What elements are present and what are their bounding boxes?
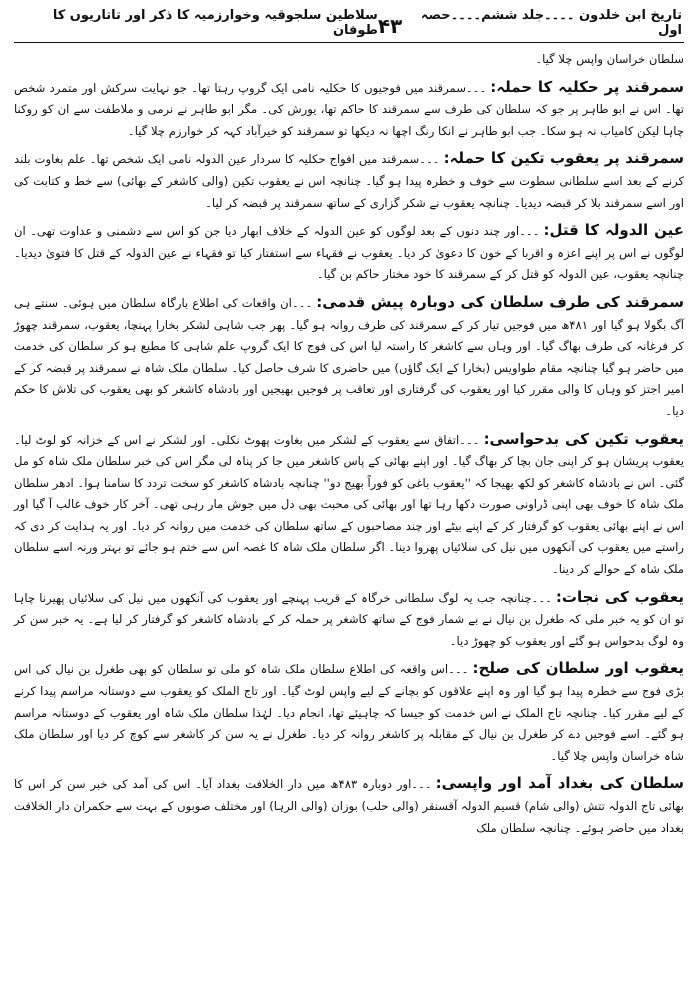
paragraph-text: ۔۔۔چنانچہ جب یہ لوگ سلطانی خرگاہ کے قریب پہنچے اور یعقوب کی آنکھوں میں نیل کی سلائیاں پھیرنا چاہا تو ان کو یہ خبر ملی کہ طغرل بن نیال نے بے شمار فوج کے ساتھ کاشغر پر حملہ کر کے بادشاہ کاشغر کو گرفتار کر لیا ہے۔ یہ خبر سن کر وہ لوگ بدحواس ہو گئے اور یعقوب کو چھوڑ دیا۔ xyxy=(14,590,684,648)
section-heading: سمرقند کی طرف سلطان کی دوبارہ پیش قدمی: xyxy=(316,292,684,311)
section-heading: یعقوب اور سلطان کی صلح: xyxy=(472,659,684,678)
section-heading: سمرقند پر یعقوب تکین کا حملہ: xyxy=(443,149,684,168)
page-header xyxy=(14,8,684,43)
paragraph-text: ۔۔۔اور چند دنوں کے بعد لوگوں کو عین الدولہ کے خلاف ابھار دیا جن کو اس سے دشمنی و عداوت تھی۔ ان لوگوں نے اس پر اپنے اعزہ و اقربا کے خون کا دعویٰ کر دیا۔ یعقوب نے فقہاء سے استفتار کیا تو فقہاء نے عین الدولہ کے قتل کا فتویٰ دیدیا۔ چنانچہ یعقوب، عین الدولہ کو قتل کر کے سمرقند کا خود مختار حاکم بن گیا۔ xyxy=(14,224,684,282)
paragraph-text: ۔۔۔اس واقعہ کی اطلاع سلطان ملک شاہ کو ملی تو سلطان کو بھی طغرل بن نیال کی اس بڑی فوج سے خطرہ پیدا ہو گیا اور وہ اپنے علاقوں کو بچانے کے لیے واپس لوٹ گیا۔ اور تاج الملک کو یعقوب سے دوستانہ مراسم پیدا کرنے کے لیے مقرر کیا۔ چنانچہ تاج الملک نے اس خدمت کو جیسا کہ چاہیئے تھا، انجام دیا۔ لہٰذا سلطان ملک شاہ اور یعقوب کے دوستانہ مراسم ہو گئے۔ اسے فوجیں دے کر طغرل بن نیال کے مقابلہ پر کاشغر روانہ کر دیا۔ طغرل نے یہ سن کر کاشغر سے کوچ کر دیا اور سلطان ملک شاہ خراسان واپس چلا گیا۔ xyxy=(14,662,684,763)
paragraph xyxy=(14,77,684,143)
paragraph-text: ۔۔۔اور دوبارہ ۴۸۳ھ میں دار الخلافت بغداد آیا۔ اس کی آمد کی خبر سن کر اس کا بھائی تاج الدولہ تتش (والی شام) قسیم الدولہ آقسنقر (والی حلب) بوزان (والی الرہا) اور مختلف صوبوں کے بہت سے حکمران دار الخلافت بغداد میں حاضر ہوئے۔ چنانچہ سلطان ملک xyxy=(14,777,684,835)
paragraph xyxy=(14,49,684,71)
chapter-title: سلاطین سلجوقیہ وخوارزمیہ کا ذکر اور تاتاریوں کا طوفان xyxy=(52,8,378,38)
section-heading: یعقوب تکین کی بدحواسی: xyxy=(483,429,684,448)
paragraph xyxy=(14,429,684,581)
section-heading: عین الدولہ کا قتل: xyxy=(543,221,684,240)
page-number: ۴۳ xyxy=(377,14,403,38)
paragraph-text: ۔۔۔سمرقند میں افواج حکلیہ کا سردار عین الدولہ نامی ایک شخص تھا۔ علم بغاوت بلند کرنے کے بعد اسے سلطانی سطوت سے خوف و خطرہ پیدا ہو گیا۔ چنانچہ اس نے یعقوب تکین (والی کاشغر کے بھائی) سے خط و کتابت کی اور اسے سمرقند بلا کر قبضہ دیدیا۔ چنانچہ یعقوب نے شکر گزاری کے ساتھ سمرقند پر قبضہ کر لیا۔ xyxy=(14,152,684,210)
paragraph-text: ۔۔۔اتفاق سے یعقوب کے لشکر میں بغاوت پھوٹ نکلی۔ اور لشکر نے اس کے خزانہ کو لوٹ لیا۔ یعقوب پریشان ہو کر اپنی جان بچا کر بھاگ گیا۔ اور اپنے بھائی کے پاس کاشغر میں جا کر پناہ لی مگر اس کی خبر سلطان ملک شاہ کو مل گئی۔ اس نے بادشاہ کاشغر کو لکھ بھیجا کہ ''یعقوب باغی کو فوراً بھیج دو'' چنانچہ بادشاہ کاشغر کو سخت تردد کا سامنا ہوا۔ ادھر سلطان ملک شاہ کا خوف بھی اپنی ڈراونی صورت دکھا رہا تھا اور بھائی کی محبت بھی دل میں جوش مار رہی تھی۔ آخر کار خوف غالب آ گیا اور اس نے اپنے بھائی یعقوب کو گرفتار کر کے اپنے بیٹے اور چند مصاحبوں کے ساتھ سلطان کی خدمت میں روانہ کر دیا۔ اور یہ ہدایت کر دی کہ راستے میں یعقوب کی آنکھوں میں نیل کی سلائیاں پھروا دینا۔ اگر سلطان ملک شاہ کا غصہ اس سے ختم ہو جائے تو بہتر ورنہ اسے سلطان ملک شاہ کے حوالے کر دینا۔ xyxy=(14,432,684,577)
paragraph-text: ۔۔۔سمرقند میں فوجیوں کا حکلیہ نامی ایک گروپ رہتا تھا۔ جو نہایت سرکش اور متمرد شخص تھا۔ اس نے ابو طاہر پر جو کہ سلطان کی طرف سے سمرقند کا حاکم تھا، یورش کی۔ مگر ابو طاہر نے نرمی و ملاطفت سے ان کو روکنا چاہا لیکن کامیاب نہ ہو سکا۔ جب ابو طاہر نے انکا رنگ اچھا نہ دیکھا تو سمرقند کو خیرآباد کہہ کر خوارزم چلا گیا۔ xyxy=(14,80,684,138)
paragraph xyxy=(14,773,684,839)
section-heading: سلطان کی بغداد آمد اور واپسی: xyxy=(435,774,684,793)
section-heading: سمرقند پر حکلیہ کا حملہ: xyxy=(490,77,684,96)
paragraph-text: سلطان خراسان واپس چلا گیا۔ xyxy=(535,52,684,66)
section-heading: یعقوب کی نجات: xyxy=(555,587,684,606)
book-title: تاریخ ابن خلدون ۔۔۔۔جلد ششم۔۔۔۔حصہ اول xyxy=(420,8,682,38)
paragraph xyxy=(14,658,684,767)
paragraph xyxy=(14,220,684,286)
paragraph xyxy=(14,292,684,423)
paragraph xyxy=(14,148,684,214)
paragraph xyxy=(14,587,684,653)
paragraph-text: ۔۔۔ان واقعات کی اطلاع بارگاہ سلطان میں ہوئی۔ سنتے ہی آگ بگولا ہو گیا اور ۴۸۱ھ میں فوجیں تیار کر کے سمرقند کی طرف روانہ ہو گیا۔ پھر جب شاہی لشکر بخارا پہنچا، یعقوب، سمرقند چھوڑ کر فرغانہ کی طرف بھاگ گیا۔ اور وہاں سے کاشغر کا راستہ لیا اس کی فوج کا ایک گروپ علم شاہی کا مطیع ہو کر سلطان کی خدمت میں حاضر ہو گیا چنانچہ مقام طواویس (بخارا کے ایک گاؤں) میں حاضری کا شرف حاصل کیا۔ سلطان ملک شاہ نے سمرقند پر قبضہ کر کے امیر اجتز کو وہاں کا والی مقرر کیا اور یعقوب کی گرفتاری اور تعاقب پر فوجیں بھیجیں اور بادشاہ کاشغر کو بھی یعقوب کی تلاش کا حکم دیا۔ xyxy=(14,295,684,418)
page-body xyxy=(14,49,684,839)
